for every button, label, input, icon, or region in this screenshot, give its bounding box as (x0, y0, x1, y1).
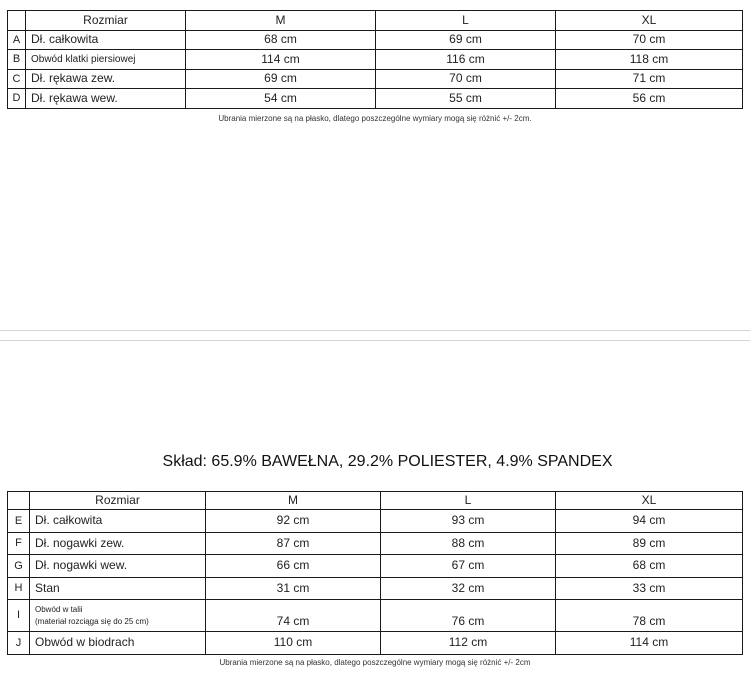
composition-heading: Skład: 65.9% BAWEŁNA, 29.2% POLIESTER, 4.9% SPANDEX (162, 453, 613, 470)
row-label: Dł. rękawa zew. (26, 69, 186, 89)
measurement-note-bottom: Ubrania mierzone są na płasko, dlatego poszczególne wymiary mogą się różnić +/- 2cm (219, 658, 531, 667)
header-m: M (186, 11, 376, 31)
row-label: Obwód klatki piersiowej (26, 50, 186, 70)
cell-m: 92 cm (206, 510, 381, 533)
row-code: E (8, 510, 30, 533)
row-code: G (8, 555, 30, 578)
cell-xl: 33 cm (556, 577, 743, 600)
row-code: A (8, 30, 26, 50)
cell-m: 68 cm (186, 30, 376, 50)
header-l: L (381, 492, 556, 510)
cell-l: 67 cm (381, 555, 556, 578)
table-row (8, 632, 743, 655)
header-size: Rozmiar (30, 492, 206, 510)
cell-xl: 94 cm (556, 510, 743, 533)
header-m: M (206, 492, 381, 510)
row-label-group (30, 600, 206, 632)
row-label: Stan (30, 577, 206, 600)
row-code: I (8, 600, 30, 632)
row-code: H (8, 577, 30, 600)
cell-xl: 114 cm (556, 632, 743, 655)
cell-xl: 68 cm (556, 555, 743, 578)
divider (0, 340, 750, 341)
cell-m: 69 cm (186, 69, 376, 89)
cell-xl: 71 cm (556, 69, 743, 89)
cell-l: 76 cm (381, 600, 556, 632)
cell-m: 31 cm (206, 577, 381, 600)
header-xl: XL (556, 492, 743, 510)
cell-l: 88 cm (381, 532, 556, 555)
table-row (8, 50, 743, 70)
row-label: Dł. nogawki zew. (30, 532, 206, 555)
row-label: Dł. rękawa wew. (26, 89, 186, 109)
table-row (8, 555, 743, 578)
cell-l: 55 cm (376, 89, 556, 109)
measurement-note-top: Ubrania mierzone są na płasko, dlatego poszczególne wymiary mogą się różnić +/- 2cm. (218, 114, 532, 123)
table-row (8, 532, 743, 555)
row-code: B (8, 50, 26, 70)
table-row (8, 600, 743, 632)
cell-m: 110 cm (206, 632, 381, 655)
table-header-row (8, 492, 743, 510)
cell-l: 70 cm (376, 69, 556, 89)
header-xl: XL (556, 11, 743, 31)
row-label: Obwód w talii (35, 604, 83, 614)
table-row (8, 30, 743, 50)
cell-m: 74 cm (206, 600, 381, 632)
row-code: C (8, 69, 26, 89)
cell-xl: 70 cm (556, 30, 743, 50)
row-label: Dł. całkowita (26, 30, 186, 50)
cell-m: 54 cm (186, 89, 376, 109)
row-sublabel: (materiał rozciąga się do 25 cm) (35, 616, 149, 626)
header-empty-cell (8, 492, 30, 510)
table-row (8, 89, 743, 109)
row-code: D (8, 89, 26, 109)
cell-l: 116 cm (376, 50, 556, 70)
table-row (8, 510, 743, 533)
cell-l: 112 cm (381, 632, 556, 655)
row-label: Obwód w biodrach (30, 632, 206, 655)
cell-l: 93 cm (381, 510, 556, 533)
cell-m: 87 cm (206, 532, 381, 555)
table-row (8, 577, 743, 600)
row-label: Dł. nogawki wew. (30, 555, 206, 578)
size-table-bottom (7, 491, 743, 655)
cell-m: 66 cm (206, 555, 381, 578)
cell-xl: 56 cm (556, 89, 743, 109)
cell-l: 32 cm (381, 577, 556, 600)
row-label: Dł. całkowita (30, 510, 206, 533)
cell-xl: 78 cm (556, 600, 743, 632)
divider (0, 330, 750, 331)
cell-xl: 89 cm (556, 532, 743, 555)
table-header-row (8, 11, 743, 31)
cell-xl: 118 cm (556, 50, 743, 70)
cell-m: 114 cm (186, 50, 376, 70)
header-empty-cell (8, 11, 26, 31)
row-code: J (8, 632, 30, 655)
table-row (8, 69, 743, 89)
row-code: F (8, 532, 30, 555)
cell-l: 69 cm (376, 30, 556, 50)
header-l: L (376, 11, 556, 31)
size-table-top (7, 10, 743, 109)
header-size: Rozmiar (26, 11, 186, 31)
